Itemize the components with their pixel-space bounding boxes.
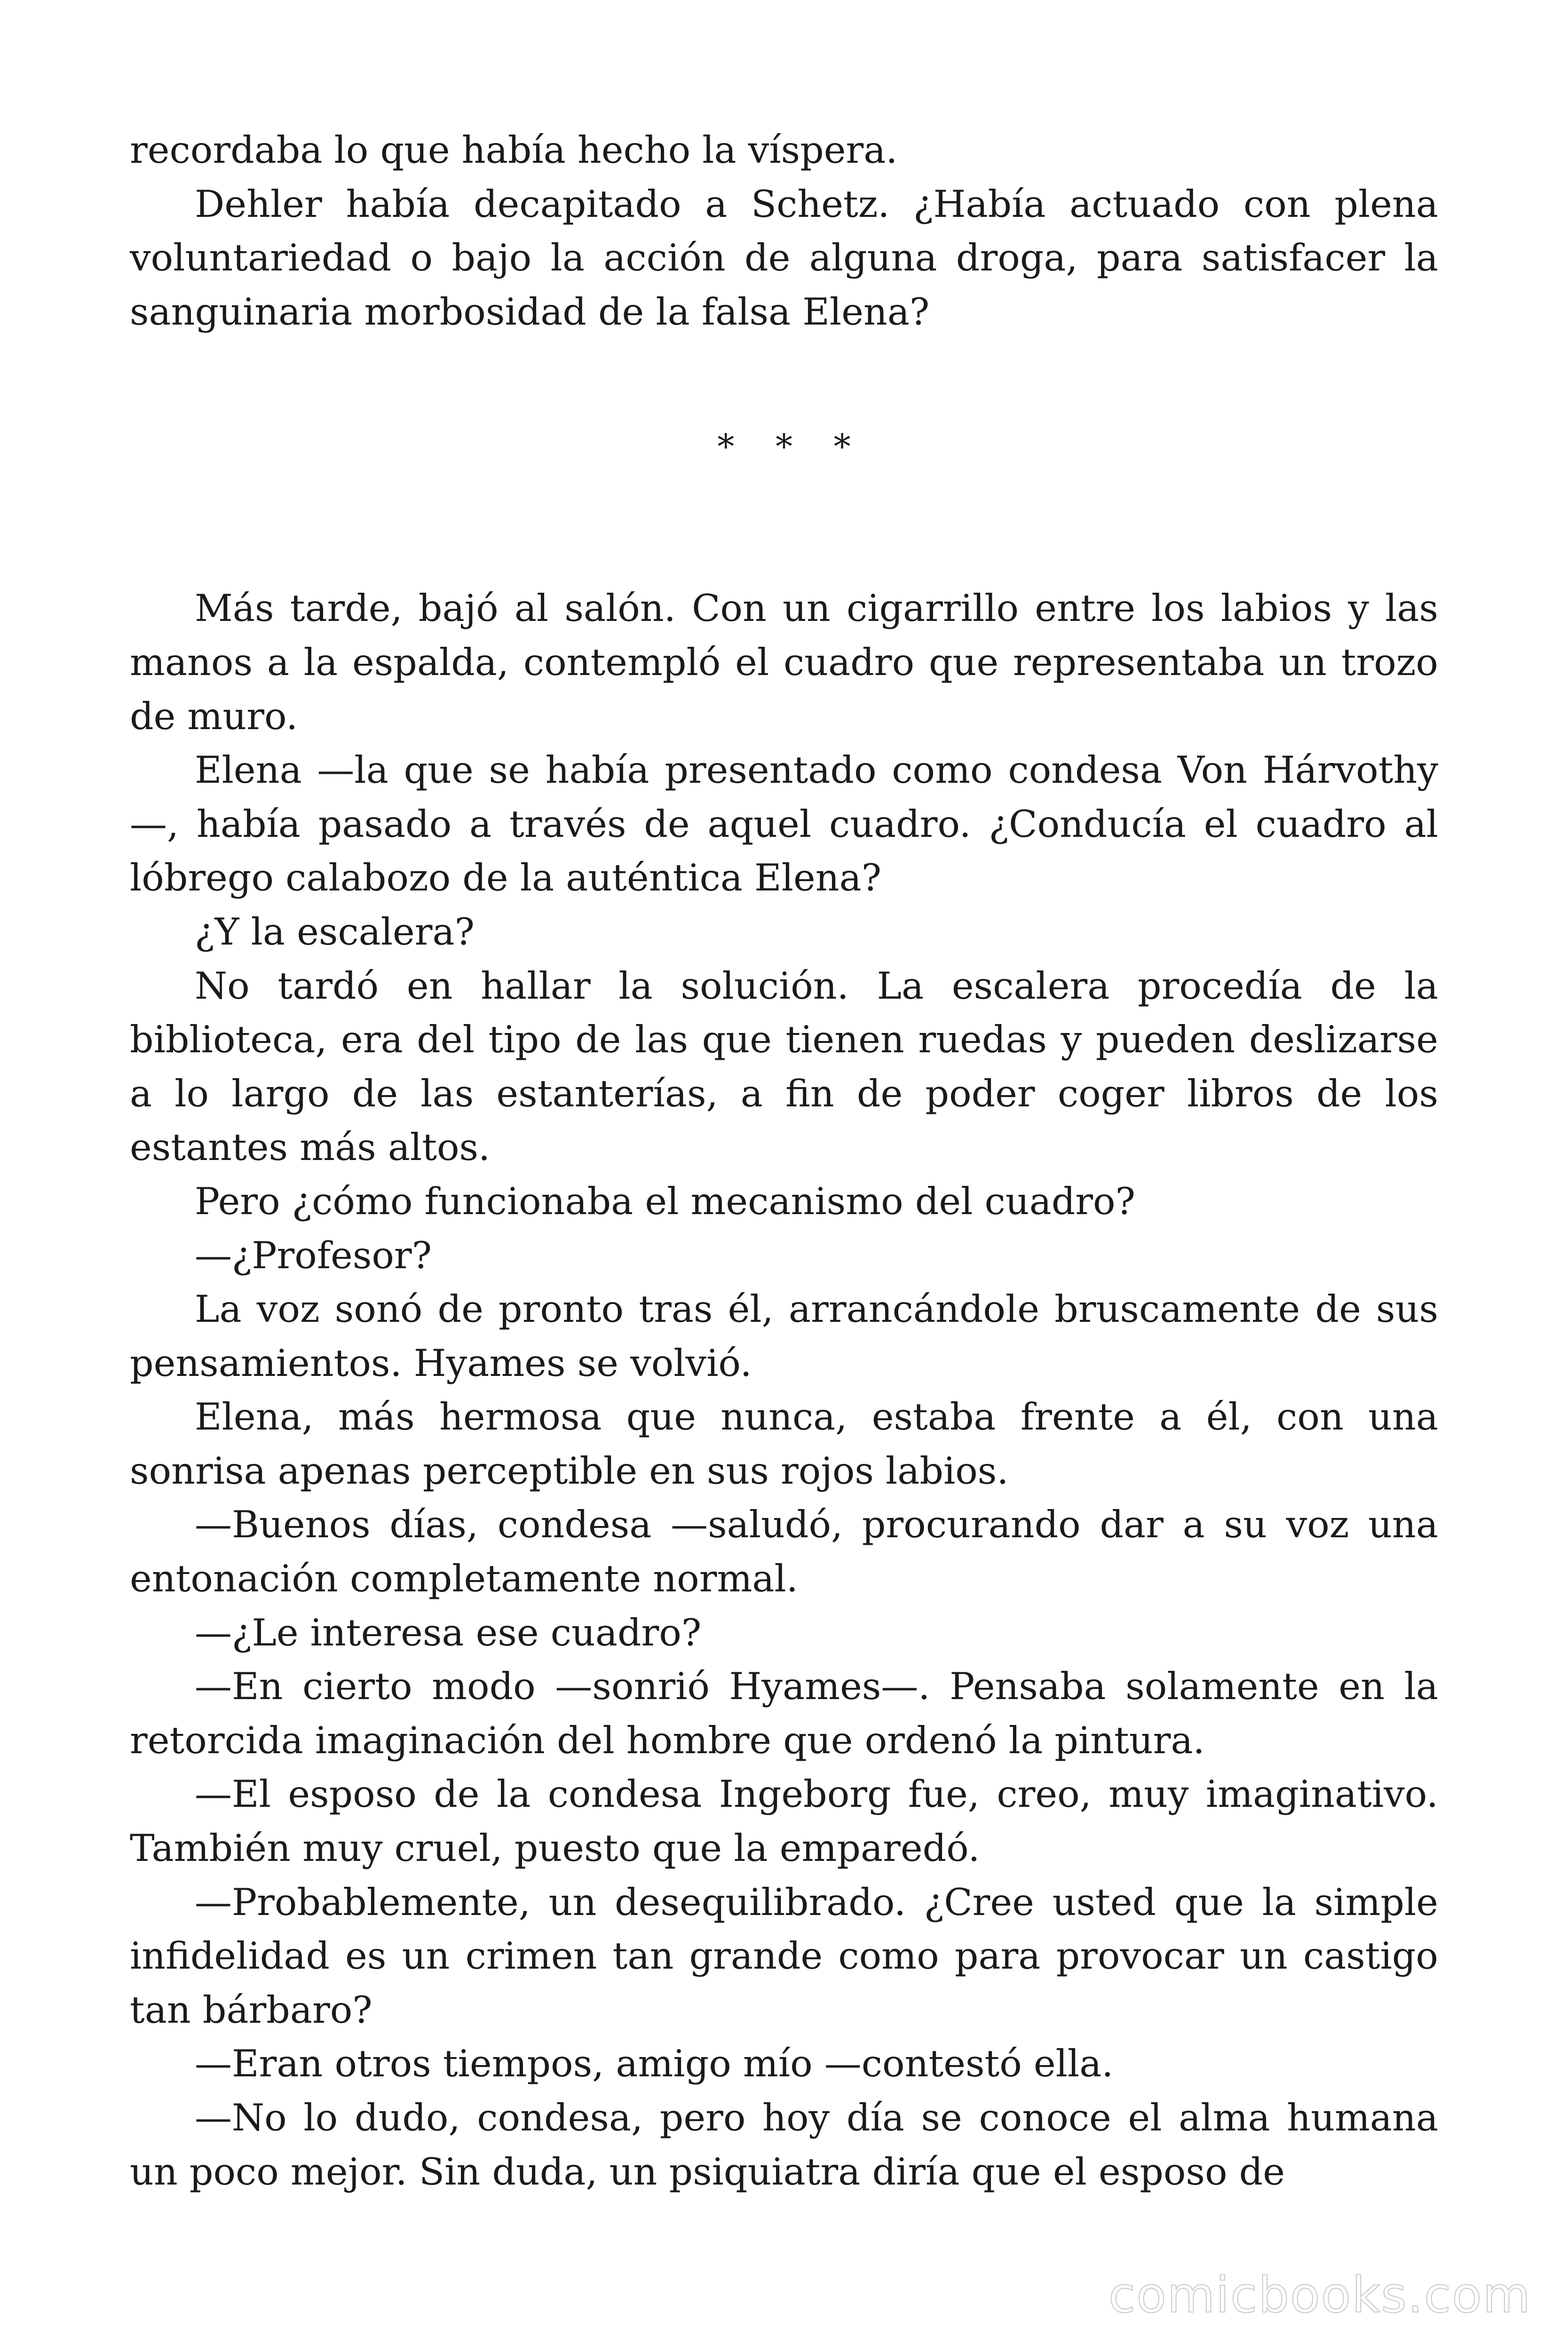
paragraph: Más tarde, bajó al salón. Con un cigarrillo entre los labios y las manos a la espalda, contempló el cuadro que representaba un trozo de muro. <box>130 587 1438 738</box>
paragraph: recordaba lo que había hecho la víspera. <box>130 128 898 172</box>
paragraph: Dehler había decapitado a Schetz. ¿Había actuado con plena voluntariedad o bajo la acción de alguna droga, para satisfacer la sanguinaria morbosidad de la falsa Elena? <box>130 182 1438 334</box>
paragraph: Elena, más hermosa que nunca, estaba frente a él, con una sonrisa apenas perceptible en sus rojos labios. <box>130 1395 1438 1493</box>
scene-break: * * * <box>717 427 866 467</box>
paragraph: Pero ¿cómo funcionaba el mecanismo del cuadro? <box>195 1179 1135 1223</box>
paragraph: —Eran otros tiempos, amigo mío —contestó ella. <box>195 2042 1114 2086</box>
paragraph: —No lo dudo, condesa, pero hoy día se conoce el alma humana un poco mejor. Sin duda, un psiquiatra diría que el esposo de <box>130 2096 1438 2193</box>
page-text <box>130 123 1438 2199</box>
paragraph: —Probablemente, un desequilibrado. ¿Cree usted que la simple infidelidad es un crimen tan grande como para provocar un castigo tan bárbaro? <box>130 1880 1438 2032</box>
paragraph: La voz sonó de pronto tras él, arrancándole bruscamente de sus pensamientos. Hyames se volvió. <box>130 1287 1438 1385</box>
paragraph: ¿Y la escalera? <box>195 910 475 954</box>
paragraph: Elena —la que se había presentado como condesa Von Hárvothy —, había pasado a través de aquel cuadro. ¿Conducía el cuadro al lóbrego calabozo de la auténtica Elena? <box>130 748 1438 900</box>
paragraph: —¿Profesor? <box>195 1233 432 1277</box>
paragraph: —¿Le interesa ese cuadro? <box>195 1611 702 1654</box>
paragraph: —El esposo de la condesa Ingeborg fue, creo, muy imaginativo. También muy cruel, puesto que la emparedó. <box>130 1772 1438 1870</box>
watermark: comicbooks.com <box>1108 2266 1531 2324</box>
paragraph: —En cierto modo —sonrió Hyames—. Pensaba solamente en la retorcida imaginación del hombre que ordenó la pintura. <box>130 1665 1438 1762</box>
paragraph: No tardó en hallar la solución. La escalera procedía de la biblioteca, era del tipo de las que tienen ruedas y pueden deslizarse a lo largo de las estanterías, a fin de poder coger libros de los estantes más altos. <box>130 964 1438 1169</box>
paragraph: —Buenos días, condesa —saludó, procurando dar a su voz una entonación completamente normal. <box>130 1503 1438 1601</box>
